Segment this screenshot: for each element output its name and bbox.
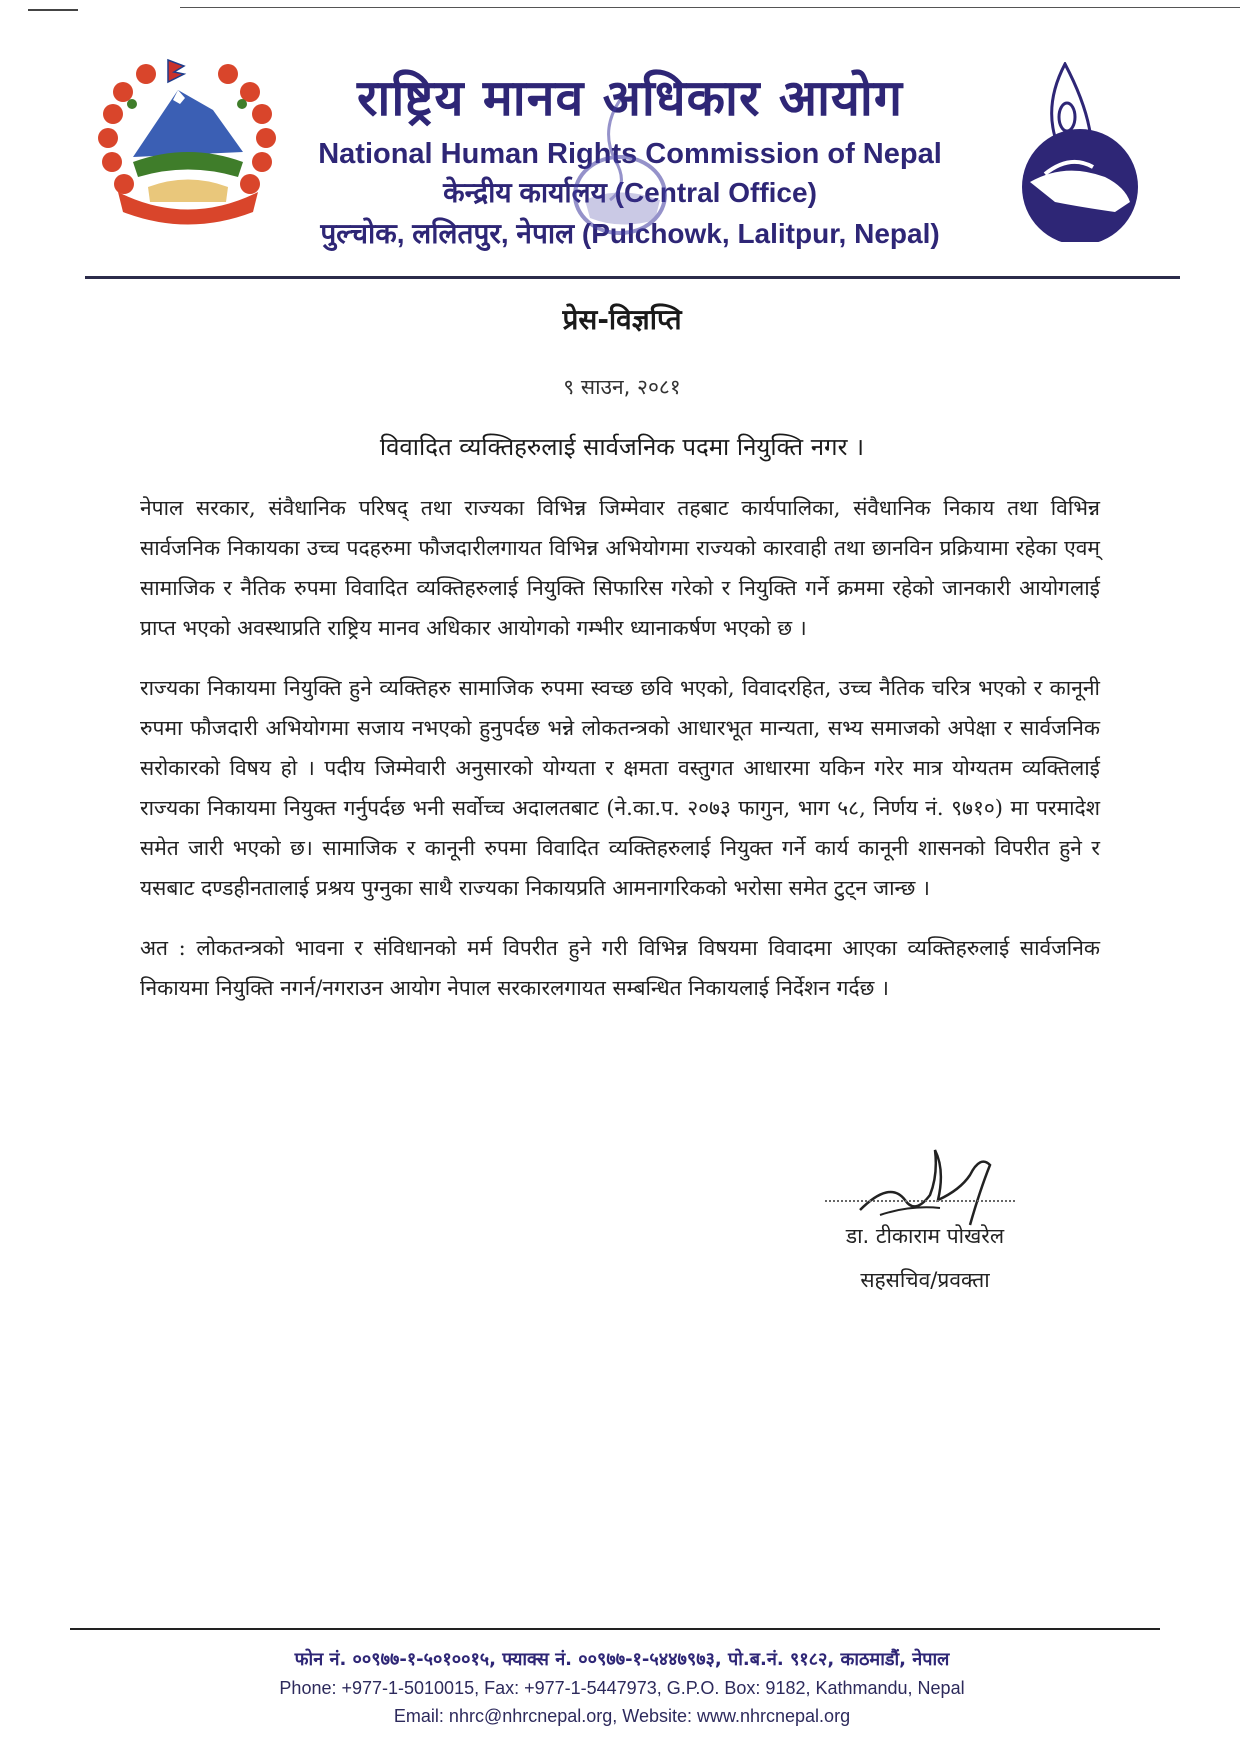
org-name-nepali: राष्ट्रिय मानव अधिकार आयोग [356, 69, 904, 127]
body-paragraph-1: नेपाल सरकार, संवैधानिक परिषद् तथा राज्यका विभिन्न जिम्मेवार तहबाट कार्यपालिका, संवैधानिक निकाय तथा विभिन्न सार्वजनिक निकायका उच्च पदहरुमा फौजदारीलगायत विभिन्न अभियोगमा राज्यको कारवाही तथा छानविन प्रक्रियामा रहेका एवम् सामाजिक र नैतिक रुपमा विवादित व्यक्तिहरुलाई नियुक्ति सिफारिस गरेको र नियुक्ति गर्ने क्रममा रहेको जानकारी आयोगलाई प्राप्त भएको अवस्थाप्रति राष्ट्रिय मानव अधिकार आयोगको गम्भीर ध्यानाकर्षण भएको छ । [140, 496, 1100, 640]
office-address: पुल्चोक, ललितपुर, नेपाल (Pulchowk, Lalitpur, Nepal) [320, 218, 940, 249]
nepal-flag [168, 60, 184, 82]
document-body [140, 488, 1100, 1028]
scan-mark [28, 9, 78, 11]
body-paragraph-2: राज्यका निकायमा नियुक्ति हुने व्यक्तिहरु सामाजिक रुपमा स्वच्छ छवि भएको, विवादरहित, उच्च नैतिक चरित्र भएको र कानूनी रुपमा फौजदारी अभियोगमा सजाय नभएको हुनुपर्दछ भन्ने लोकतन्त्रको आधारभूत मान्यता, सभ्य समाजको अपेक्षा र सार्वजनिक सरोकारको विषय हो । पदीय जिम्मेवारी अनुसारको योग्यता र क्षमता वस्तुगत आधारमा यकिन गरेर मात्र योग्यतम व्यक्तिलाई राज्यका निकायमा नियुक्त गर्नुपर्दछ भनी सर्वोच्च अदालतबाट (ने.का.प. २०७३ फागुन, भाग ५८, निर्णय नं. ९७१०) मा परमादेश समेत जारी भएको छ। सामाजिक र कानूनी रुपमा विवादित व्यक्तिहरुलाई नियुक्त गर्ने कार्य कानूनी शासनको विपरीत हुने र यसबाट दण्डहीनतालाई प्रश्रय पुग्नुका साथै राज्यका निकायप्रति आमनागरिकको भरोसा समेत टुट्न जान्छ । [140, 676, 1100, 900]
contact-nepali: फोन नं. ००९७७-१-५०१००१५, फ्याक्स नं. ००९७७-१-५४४७९७३, पो.ब.नं. ९१८२, काठमाडौं, नेपाल [294, 1649, 950, 1670]
handwritten-signature-icon [820, 1140, 1020, 1230]
signatory-name: डा. टीकाराम पोखरेल [845, 1224, 1005, 1248]
signatory-title: सहसचिव/प्रवक्ता [860, 1268, 990, 1292]
contact-english: Phone: +977-1-5010015, Fax: +977-1-5447973, G.P.O. Box: 9182, Kathmandu, Nepal [279, 1678, 965, 1698]
email-website: Email: nhrc@nhrcnepal.org, Website: www.nhrcnepal.org [393, 1706, 851, 1726]
header-divider [85, 276, 1180, 279]
document-type-title: प्रेस-विज्ञप्ति [562, 303, 682, 336]
body-paragraph-3: अत : लोकतन्त्रको भावना र संविधानको मर्म विपरीत हुने गरी विभिन्न विषयमा विवादमा आएका व्यक्तिहरुलाई सार्वजनिक निकायमा नियुक्ति नगर्न/नगराउन आयोग नेपाल सरकारलगायत सम्बन्धित निकायलाई निर्देशन गर्दछ । [140, 936, 1100, 1000]
footer-divider [70, 1628, 1160, 1630]
mountain [133, 90, 243, 157]
signature-line [825, 1200, 1015, 1202]
org-name-english: National Human Rights Commission of Nepal [318, 138, 942, 170]
scan-edge-line [180, 7, 1240, 8]
nhrc-logo-icon [995, 62, 1155, 242]
footer-contact [0, 1646, 1244, 1730]
base [148, 180, 228, 203]
official-stamp-icon [560, 90, 690, 240]
office-label: केन्द्रीय कार्यालय (Central Office) [443, 177, 817, 208]
document-subject: विवादित व्यक्तिहरुलाई सार्वजनिक पदमा नियुक्ति नगर । [379, 433, 865, 461]
document-date: ९ साउन, २०८१ [563, 375, 681, 399]
nepal-coat-of-arms-icon [88, 52, 288, 232]
